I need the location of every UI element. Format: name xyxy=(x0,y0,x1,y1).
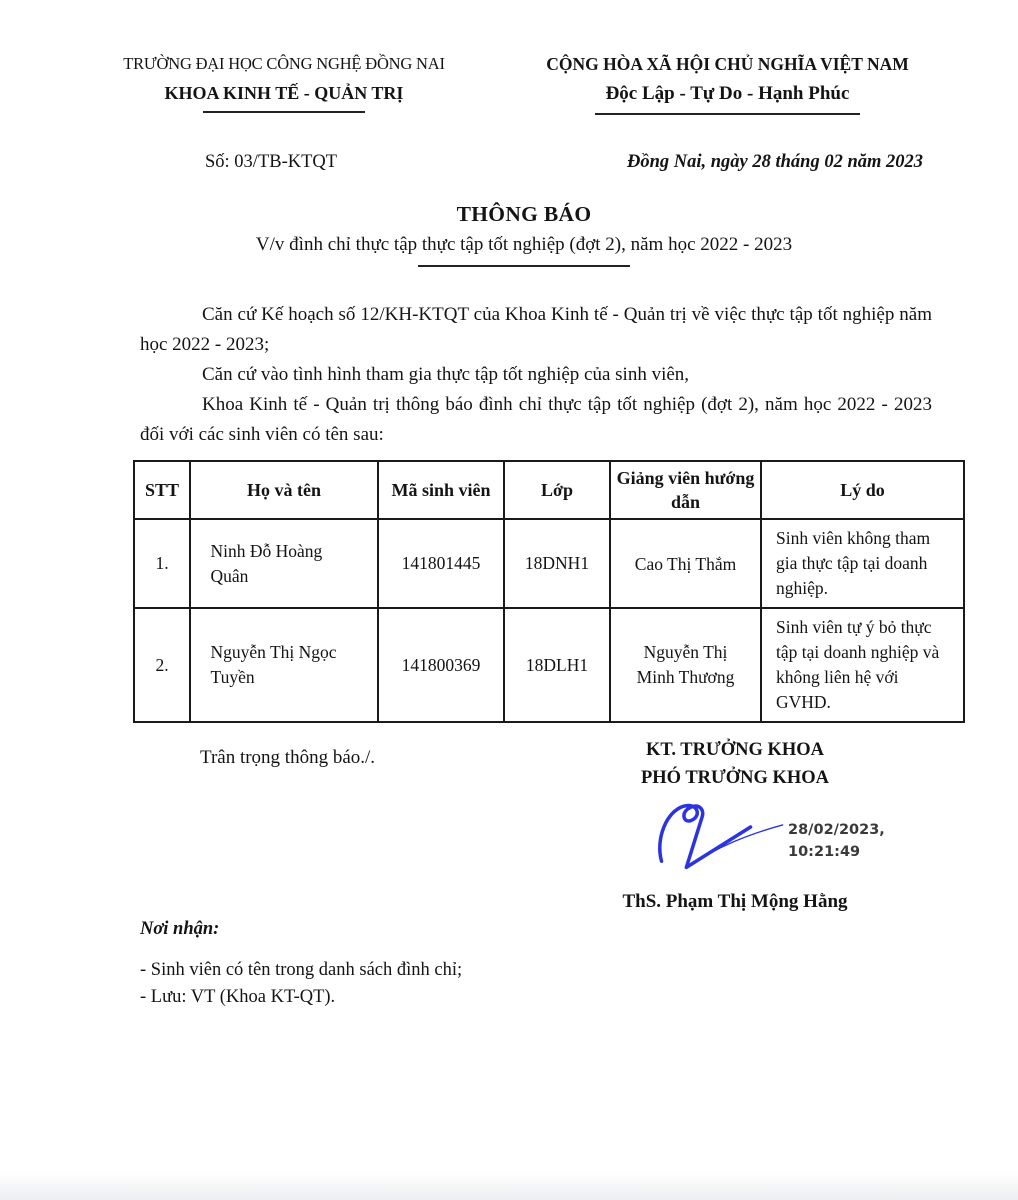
paragraph-1: Căn cứ Kế hoạch số 12/KH-KTQT của Khoa Kinh tế - Quản trị về việc thực tập tốt nghiệp năm học 2022 - 2023; xyxy=(140,304,932,355)
cell-student-id: 141800369 xyxy=(378,608,504,722)
document-header xyxy=(0,0,1018,115)
bottom-fade xyxy=(0,1172,1018,1200)
university-name: TRƯỜNG ĐẠI HỌC CÔNG NGHỆ ĐỒNG NAI xyxy=(123,54,445,73)
signer-role-1: KT. TRƯỞNG KHOA xyxy=(646,740,824,760)
signature-timestamp xyxy=(788,819,885,863)
cell-reason: Sinh viên tự ý bỏ thực tập tại doanh nghiệp và không liên hệ với GVHD. xyxy=(761,608,964,722)
document-subtitle: V/v đình chỉ thực tập thực tập tốt nghiệp (đợt 2), năm học 2022 - 2023 xyxy=(255,234,793,255)
cell-class: 18DLH1 xyxy=(504,608,610,722)
issuing-org-block xyxy=(58,54,510,115)
place-date-line: Đồng Nai, ngày 28 tháng 02 năm 2023 xyxy=(626,152,923,172)
table-header-row xyxy=(134,461,964,519)
national-header-block xyxy=(510,54,945,115)
header-advisor: Giảng viên hướng dẫn xyxy=(610,461,761,519)
signature-titles xyxy=(545,737,925,792)
table-row xyxy=(134,519,964,608)
header-reason: Lý do xyxy=(761,461,964,519)
header-name: Họ và tên xyxy=(190,461,378,519)
document-number: Số: 03/TB-KTQT xyxy=(205,152,338,172)
timestamp-date: 28/02/2023, xyxy=(788,822,885,838)
signature-ink-icon xyxy=(650,797,790,885)
body-text xyxy=(140,300,932,450)
paragraph-3: Khoa Kinh tế - Quản trị thông báo đình chỉ thực tập tốt nghiệp (đợt 2), năm học 2022 - 2023 đối với các sinh viên có tên sau: xyxy=(140,394,932,445)
closing-line: Trân trọng thông báo./. xyxy=(200,747,376,768)
timestamp-time: 10:21:49 xyxy=(788,844,861,860)
recipient-item: - Lưu: VT (Khoa KT-QT). xyxy=(140,987,336,1007)
signer-role-2: PHÓ TRƯỞNG KHOA xyxy=(640,767,830,788)
cell-student-name: Nguyễn Thị Ngọc Tuyền xyxy=(190,608,378,722)
cell-student-id: 141801445 xyxy=(378,519,504,608)
table-row xyxy=(134,608,964,722)
header-stt: STT xyxy=(134,461,190,519)
cell-student-name: Ninh Đỗ Hoàng Quân xyxy=(190,519,378,608)
suspended-students-table xyxy=(133,460,965,723)
header-class: Lớp xyxy=(504,461,610,519)
national-title: CỘNG HÒA XÃ HỘI CHỦ NGHĨA VIỆT NAM xyxy=(546,54,909,74)
cell-advisor: Cao Thị Thắm xyxy=(610,519,761,608)
cell-stt: 2. xyxy=(134,608,190,722)
cell-class: 18DNH1 xyxy=(504,519,610,608)
faculty-name: KHOA KINH TẾ - QUẢN TRỊ xyxy=(164,83,404,103)
cell-advisor: Nguyễn Thị Minh Thương xyxy=(610,608,761,722)
document-title: THÔNG BÁO xyxy=(456,202,592,226)
title-block xyxy=(0,202,1018,267)
paragraph-2: Căn cứ vào tình hình tham gia thực tập tốt nghiệp của sinh viên, xyxy=(202,364,690,385)
recipient-item: - Sinh viên có tên trong danh sách đình chỉ; xyxy=(140,960,463,980)
national-motto: Độc Lập - Tự Do - Hạnh Phúc xyxy=(605,83,850,104)
header-student-id: Mã sinh viên xyxy=(378,461,504,519)
recipients-list xyxy=(140,957,462,1011)
motto-underline xyxy=(595,113,860,115)
cell-stt: 1. xyxy=(134,519,190,608)
faculty-underline xyxy=(203,111,365,113)
subtitle-underline xyxy=(418,265,630,267)
signer-name: ThS. Phạm Thị Mộng Hằng xyxy=(622,891,848,912)
recipients-label: Nơi nhận: xyxy=(140,919,220,939)
cell-reason: Sinh viên không tham gia thực tập tại doanh nghiệp. xyxy=(761,519,964,608)
reference-row xyxy=(0,152,1018,173)
